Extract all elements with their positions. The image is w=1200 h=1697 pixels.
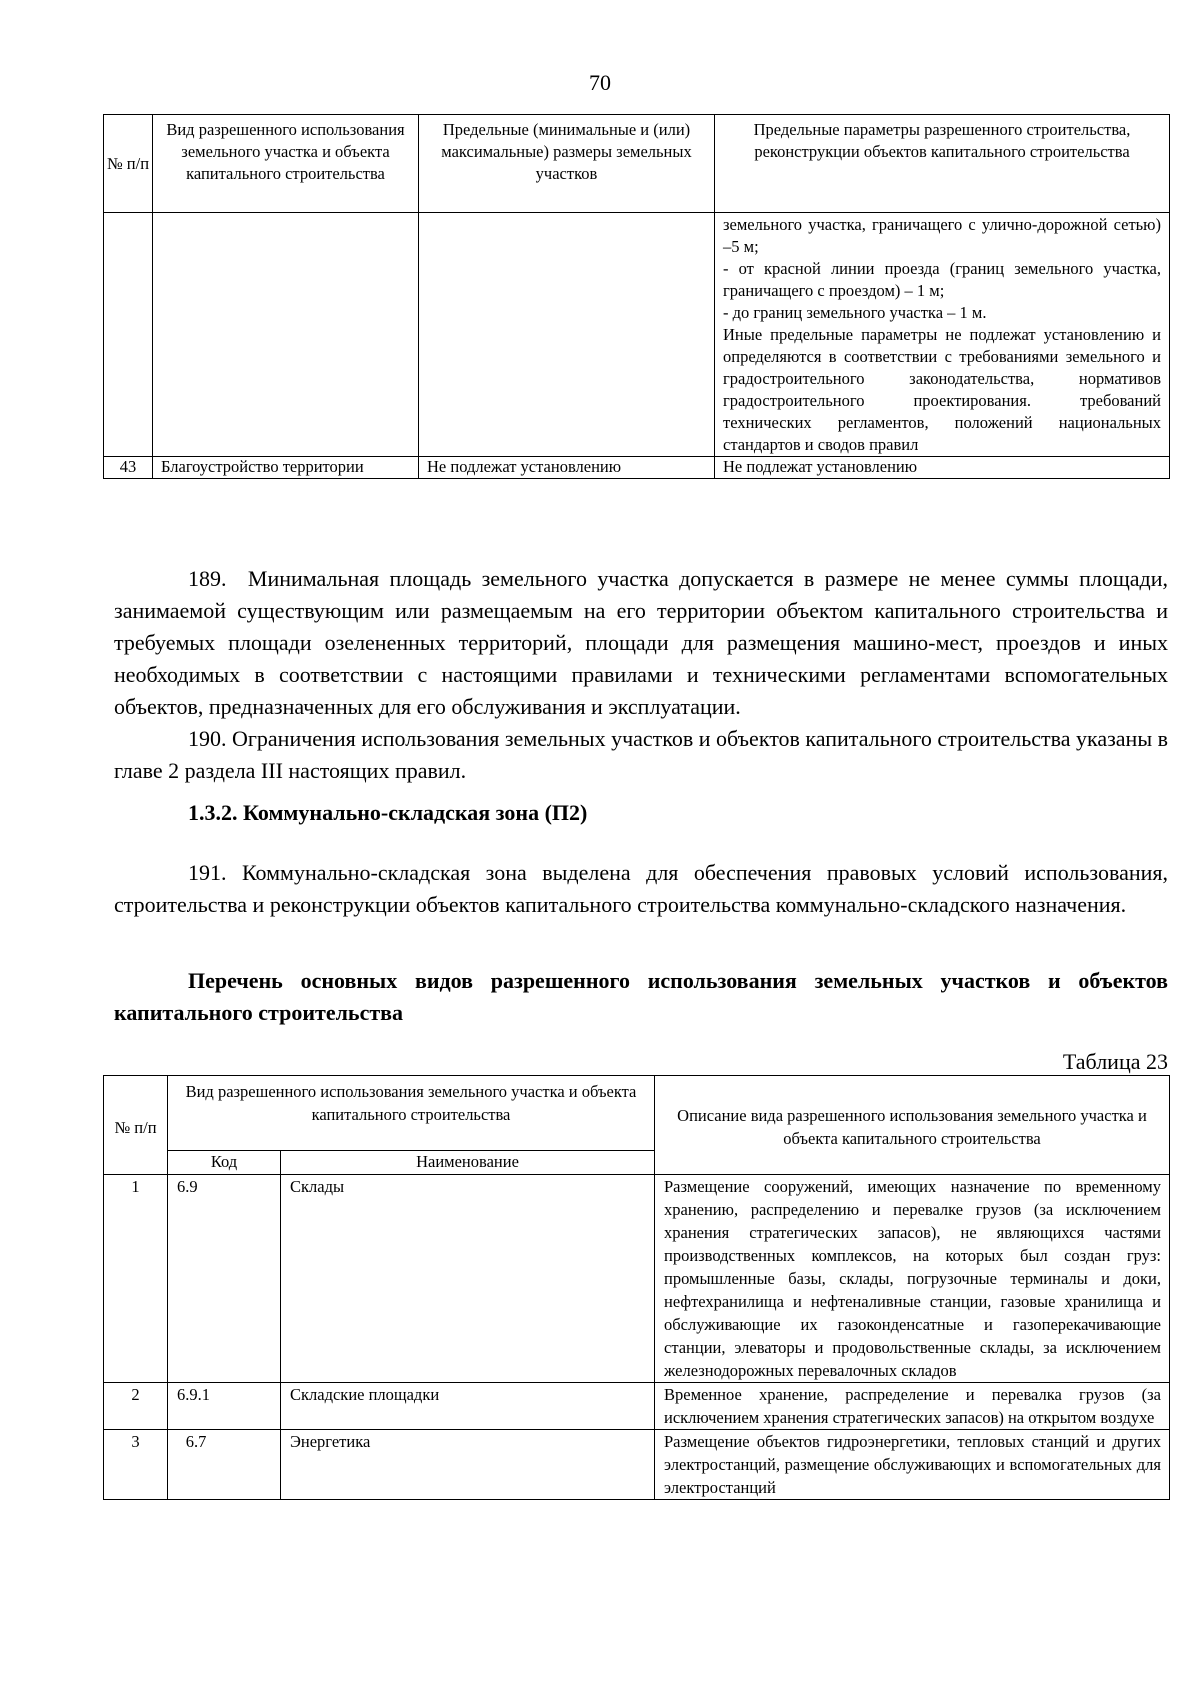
cell-code: 6.7	[168, 1430, 281, 1500]
cell-empty	[419, 213, 715, 457]
cell-construction-params	[715, 213, 1170, 457]
cell-name: Складские площадки	[281, 1383, 655, 1430]
list-title: Перечень основных видов разрешенного использования земельных участков и объектов капитального строительства	[114, 968, 1168, 1025]
cell-name: Склады	[281, 1175, 655, 1383]
cell-description: Размещение сооружений, имеющих назначение по временному хранению, распределению и перевалке грузов (за исключением хранения стратегических запасов), не являющихся частями производственных комплексов, на которых был создан груз: промышленные базы, склады, погрузочные терминалы и доки, нефтехранилища и нефтеналивные станции, газовые хранилища и обслуживающие их газоконденсатные и газоперекачивающие станции, элеваторы и продовольственные склады, за исключением железнодорожных перевалочных складов	[655, 1175, 1170, 1383]
params-line: земельного участка, граничащего с улично-дорожной сетью) –5 м;	[723, 215, 1161, 256]
cell-number: 3	[104, 1430, 168, 1500]
cell-code: 6.9	[168, 1175, 281, 1383]
table-row	[104, 1430, 1170, 1500]
params-line: - от красной линии проезда (границ земельного участка, граничащего с проездом) – 1 м;	[723, 259, 1161, 300]
paragraph-text: 191. Коммунально-складская зона выделена для обеспечения правовых условий использования, строительства и реконструкции объектов капитального строительства коммунально-складского назначения.	[114, 860, 1168, 917]
cell-description: Временное хранение, распределение и перевалка грузов (за исключением хранения стратегических запасов) на открытом воздухе	[655, 1383, 1170, 1430]
table-caption: Таблица 23	[1062, 1049, 1168, 1074]
cell-number: 1	[104, 1175, 168, 1383]
header-number: № п/п	[104, 115, 153, 213]
paragraph-189	[114, 563, 1168, 723]
table-row-continuation	[104, 213, 1170, 457]
paragraph-190	[114, 723, 1168, 787]
header-use-type: Вид разрешенного использования земельного участка и объекта капитального строительства	[153, 115, 419, 213]
cell-construction-params: Не подлежат установлению	[715, 457, 1170, 479]
paragraph-text: 189. Минимальная площадь земельного участка допускается в размере не менее суммы площади, занимаемой существующим или размещаемым на его территории объектом капитального строительства и требуемых площади озелененных территорий, площади для размещения машино-мест, проездов и иных необходимых в соответствии с настоящими правилами и техническими регламентами вспомогательных объектов, предназначенных для его обслуживания и эксплуатации.	[114, 566, 1168, 719]
params-line: - до границ земельного участка – 1 м.	[723, 303, 987, 322]
table-header-row	[104, 1076, 1170, 1151]
table-row	[104, 1175, 1170, 1383]
paragraph-191	[114, 857, 1168, 921]
cell-description: Размещение объектов гидроэнергетики, тепловых станций и других электростанций, размещение обслуживающих и вспомогательных для электростанций	[655, 1430, 1170, 1500]
table-row	[104, 1383, 1170, 1430]
cell-empty	[104, 213, 153, 457]
cell-name: Энергетика	[281, 1430, 655, 1500]
header-plot-sizes: Предельные (минимальные и (или) максимальные) размеры земельных участков	[419, 115, 715, 213]
header-use-type: Вид разрешенного использования земельного участка и объекта капитального строительства	[168, 1076, 655, 1151]
cell-code: 6.9.1	[168, 1383, 281, 1430]
section-heading: 1.3.2. Коммунально-складская зона (П2)	[188, 800, 588, 825]
header-number: № п/п	[104, 1076, 168, 1175]
cell-empty	[153, 213, 419, 457]
cell-number: 43	[104, 457, 153, 479]
zoning-parameters-table	[103, 114, 1170, 479]
header-description: Описание вида разрешенного использования земельного участка и объекта капитального строительства	[655, 1076, 1170, 1175]
header-code: Код	[168, 1151, 281, 1175]
table-row	[104, 457, 1170, 479]
page-number: 70	[589, 70, 611, 95]
cell-number: 2	[104, 1383, 168, 1430]
cell-plot-sizes: Не подлежат установлению	[419, 457, 715, 479]
table-header-row	[104, 115, 1170, 213]
permitted-uses-table	[103, 1075, 1170, 1500]
paragraph-text: 190. Ограничения использования земельных участков и объектов капитального строительства указаны в главе 2 раздела III настоящих правил.	[114, 726, 1168, 783]
header-construction-params: Предельные параметры разрешенного строительства, реконструкции объектов капитального строительства	[715, 115, 1170, 213]
cell-use-type: Благоустройство территории	[153, 457, 419, 479]
header-name: Наименование	[281, 1151, 655, 1175]
params-line: Иные предельные параметры не подлежат установлению и определяются в соответствии с требованиями земельного и градостроительного законодательства, нормативов градостроительного проектирования. требований технических регламентов, положений национальных стандартов и сводов правил	[723, 325, 1161, 454]
